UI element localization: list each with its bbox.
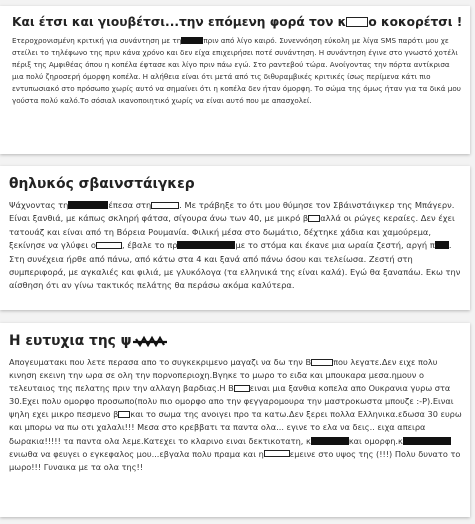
title-text: Και έτσι και γιουβέτσι...την επόμενη φορά τον κ bbox=[12, 15, 347, 29]
review-card-1 bbox=[0, 6, 470, 154]
review-title-2[interactable]: θηλυκός σβαινστάιγκερ bbox=[9, 176, 195, 192]
redaction-box bbox=[118, 411, 130, 418]
title-text: ο κοκορέτσι ! bbox=[368, 15, 462, 29]
redaction-box bbox=[308, 215, 320, 222]
redaction-bar bbox=[311, 437, 349, 445]
review-card-2 bbox=[0, 166, 470, 310]
redaction-box bbox=[264, 450, 290, 457]
review-body-2: Ψάχνοντας τη έπεσα στη . Με τράβηξε το ότι μου θύμησε τον Σβάινστάιγκερ της Μπάγερν. Είναι ξανθιά, με κάπως σκληρή φάτσα, σίγουρα άνω των 40, με μικρό β αλλά οι ρώγες κεραίες. Δεν έχει τατουάζ και είναι από τη Βόρεια Ρουμανία. Φιλική μέσα στο δωμάτιο, δέχτηκε χάδια και χαμούρεμα, ξεκίνησε να γλύφει ο , έβαλε το πρ με το στόμα και έκανε μια ωραία ζεστή, αργή π . Στη συνέχεια ήρθε από πάνω, από κάτω στα 4 και ξανά από πάνω όσου και τελείωσα. Ζεστή στη συμπεριφορά, με αγκαλιές και φιλιά, με γλυκόλογα (τα ελληνικά της είναι καλά). Εγώ θα ξαναπάω. Εκω την αίσθηση ότι αν γίνω τακτικός πελάτης θα περάσω ακόμα καλύτερα. bbox=[9, 200, 461, 291]
redaction-box bbox=[311, 359, 333, 366]
review-body-3: Απογευματακι που λετε περασα απο το συγκεκριμενο μαγαζι να δω την Β που λεγατε.Δεν ειχε πολυ κινηση εκεινη την ωρα σε ολη την πορνοπεριοχη.Βγηκε το μωρο το ειδα και μπουκαρα μεσα.ημουν ο τελευταιος της πελατης πριν την αλλαγη βαρδιας.Η Β ειναι μια ξανθια κοπελα απο Ουκρανια γυρω στα 30.Εχει πολυ ομορφο προσωπο(πολυ πιο ομορφο απο την φεγγαρομουρα την μαστροκωστα μπουζε :-P).Ειναι ψηλη εχει μικρο πεσμενο β και το σωμα της ανοιγει προ τα κατω.Δεν ξερει πολλα Ελληνικα.εδωσα 30 ευρω και μπορω να πω οτι χαλαλι!!! Μεσα στο κρεββατι τα παντα ολα... εγινε το ελα να δεις.. ειχα απειρα δωρακια!!!!! τα παντα ολα λεμε.Κατεχει το κλαρινο ειναι δεκτικοτατη, κ και ομορφη.κενιωθα να φευγει ο εγκεφαλος μου...εβγαλα πολυ πραμα και η εμεινε στο υψος της (!!!) Πολυ δυνατο το μωρο!!! Γυναικα με τα ολα της!! bbox=[9, 357, 462, 472]
review-body-1: Ετεροχρονισμένη κριτική για συνάντηση με τη πριν από λίγο καιρό. Συνεννόηση εύκολη με λίγα SMS παρότι μου χε στείλει το τηλέφωνο της πριν κάνα χρόνο και δεν είχα επιχειρήσει ποτέ συνάντηση. Η συνάντηση έγινε στο γνωστό χοτέλι πέριξ της Αμφιθέας όπου η κοπέλα έφτασε και λίγο πριν πάω εγώ. Στο ραντεβού τώρα. Ανοίγοντας την πόρτα αντίκρισα μια πολύ ζηροσερή όμορφη κοπέλα. Η αλήθεια είναι ότι μετά από τις διθυραμβικές κριτικές ίσως περίμενα κάτι πιο εντυπωσιακό στο πρόσωπο χωρίς αυτό να σημαίνει ότι η κοπέλα δεν ήταν όμορφη. Το σώμα της όμως ήταν για τα δικά μου γούστα πολύ καλό.Το σόσιαλ ικανοποιητικό χωρίς να είναι αυτό που με απασχολεί. bbox=[12, 36, 461, 105]
review-card-3 bbox=[0, 323, 470, 517]
title-text: Η ευτυχια της ψ bbox=[9, 333, 132, 349]
redaction-bar bbox=[181, 37, 203, 44]
redaction-box bbox=[151, 202, 179, 209]
redaction-bar bbox=[435, 241, 449, 249]
redaction-box bbox=[96, 242, 122, 249]
redaction-box bbox=[234, 385, 250, 392]
review-title-3[interactable] bbox=[9, 333, 462, 349]
redaction-scribble bbox=[132, 334, 168, 348]
redaction-bar bbox=[68, 201, 108, 209]
redaction-bar bbox=[403, 437, 451, 445]
review-title-1[interactable] bbox=[12, 15, 462, 29]
redaction-bar bbox=[177, 241, 235, 249]
redaction-box bbox=[346, 17, 368, 27]
